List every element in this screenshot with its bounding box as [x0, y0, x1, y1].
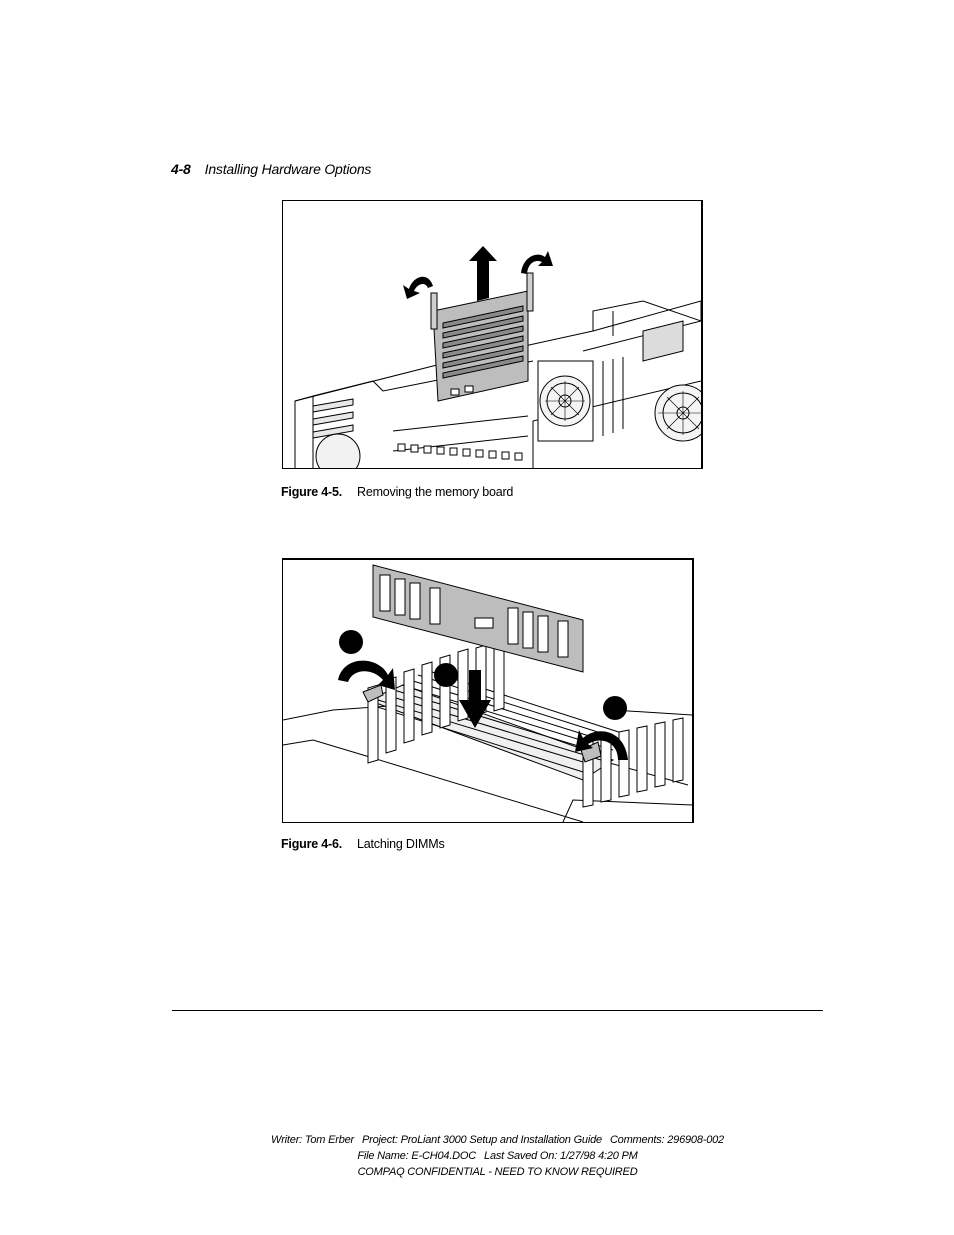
figure-caption-text: Latching DIMMs: [357, 837, 445, 851]
figure-caption-text: Removing the memory board: [357, 485, 514, 499]
figure-label: Figure 4-5.: [281, 485, 343, 499]
footer-line-3: [172, 1164, 823, 1180]
footer-divider: [172, 1010, 823, 1011]
footer-comments: Comments: 296908-002: [609, 1134, 724, 1146]
footer-confidential: COMPAQ CONFIDENTIAL - NEED TO KNOW REQUIRED: [357, 1166, 638, 1178]
footer-project: Project: ProLiant 3000 Setup and Installation Guide: [362, 1134, 602, 1146]
figure-caption: [281, 485, 513, 499]
memory-board-illustration: [283, 201, 701, 468]
dimm-latching-illustration: [283, 560, 692, 822]
footer-line-1: [172, 1132, 823, 1148]
footer-line-2: [172, 1148, 823, 1164]
footer-last-saved: Last Saved On: 1/27/98 4:20 PM: [484, 1150, 638, 1162]
page-number: 4-8: [171, 161, 191, 177]
page-footer: [172, 1132, 823, 1180]
footer-writer: Writer: Tom Erber: [271, 1134, 355, 1146]
figure-memory-board-removal: [282, 200, 703, 469]
running-header: [171, 161, 371, 177]
figure-label: Figure 4-6.: [281, 837, 343, 851]
section-title: Installing Hardware Options: [204, 161, 372, 177]
figure-caption: [281, 837, 445, 851]
figure-latching-dimms: [282, 558, 694, 823]
footer-file-name: File Name: E-CH04.DOC: [357, 1150, 477, 1162]
